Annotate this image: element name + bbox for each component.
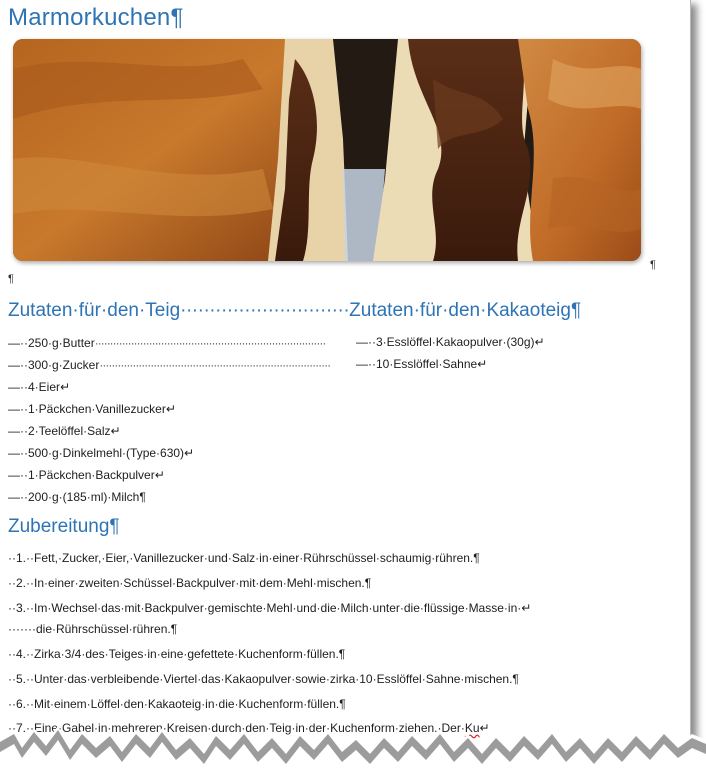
list-item: —··1·Päckchen·Vanillezucker↵ [8, 402, 176, 416]
list-item: —··2·Teelöffel·Salz↵ [8, 424, 121, 438]
list-item: —··200·g·(185·ml)·Milch¶ [8, 490, 146, 504]
document-title: Marmorkuchen¶ [8, 4, 184, 31]
list-item: —··500·g·Dinkelmehl·(Type·630)↵ [8, 446, 195, 460]
step-item: ··5.··Unter·das·verbleibende·Viertel·das·Kakaopulver·sowie·zirka·10·Esslöffel·Sahne·mischen.¶ [8, 672, 519, 686]
ingredient-text: —··250·g·Butter [8, 336, 95, 350]
step-item: ··1.··Fett,·Zucker,·Eier,·Vanillezucker·und·Salz·in·einer·Rührschüssel·schaumig·rühren.¶ [8, 551, 480, 565]
paragraph-mark: ¶ [650, 259, 656, 271]
step-item-continuation: ·······die·Rührschüssel·rühren.¶ [8, 622, 178, 636]
step-item: ··2.··In·einer·zweiten·Schüssel·Backpulver·mit·dem·Mehl·mischen.¶ [8, 576, 372, 590]
ingredients-dough-heading: Zutaten·für·den·Teig [8, 300, 181, 321]
ingredient-text: —··300·g·Zucker [8, 358, 100, 372]
list-item: —··1·Päckchen·Backpulver↵ [8, 468, 165, 482]
step-item: ··4.··Zirka·3/4·des·Teiges·in·eine·gefettete·Kuchenform·füllen.¶ [8, 647, 346, 661]
tab-leader: ············································································· [99, 358, 331, 372]
torn-page-edge [0, 700, 706, 781]
line-break-mark: ↵ [479, 721, 490, 735]
tab-leader: ············································································· [94, 336, 326, 350]
step-text: ··7.··Eine·Gabel·in·mehreren·Kreisen·durch·den·Teig·in·der·Kuchenform·ziehen.·Der· [8, 721, 465, 735]
ingredients-cocoa-heading: Zutaten·für·den·Kakaoteig¶ [349, 300, 582, 321]
list-item: —··3·Esslöffel·Kakaopulver·(30g)↵ [356, 335, 545, 349]
cake-photo-image [13, 39, 641, 261]
ingredients-heading [8, 300, 581, 322]
step-item: ··3.··Im·Wechsel·das·mit·Backpulver·gemischte·Mehl·und·die·Milch·unter·die·flüssige·Masse·in·↵ [8, 601, 532, 615]
list-item: —··4·Eier↵ [8, 380, 71, 394]
cake-photo [13, 39, 641, 261]
list-item: —··10·Esslöffel·Sahne↵ [356, 357, 488, 371]
spelling-flag: Ku [464, 721, 480, 735]
empty-paragraph-mark: ¶ [8, 273, 14, 285]
heading-tab-leader: ····························· [180, 300, 350, 321]
preparation-heading: Zubereitung¶ [8, 516, 120, 537]
step-item: ··6.··Mit·einem·Löffel·den·Kakaoteig·in·die·Kuchenform·füllen.¶ [8, 697, 346, 711]
list-item [8, 335, 325, 351]
list-item [8, 357, 330, 373]
